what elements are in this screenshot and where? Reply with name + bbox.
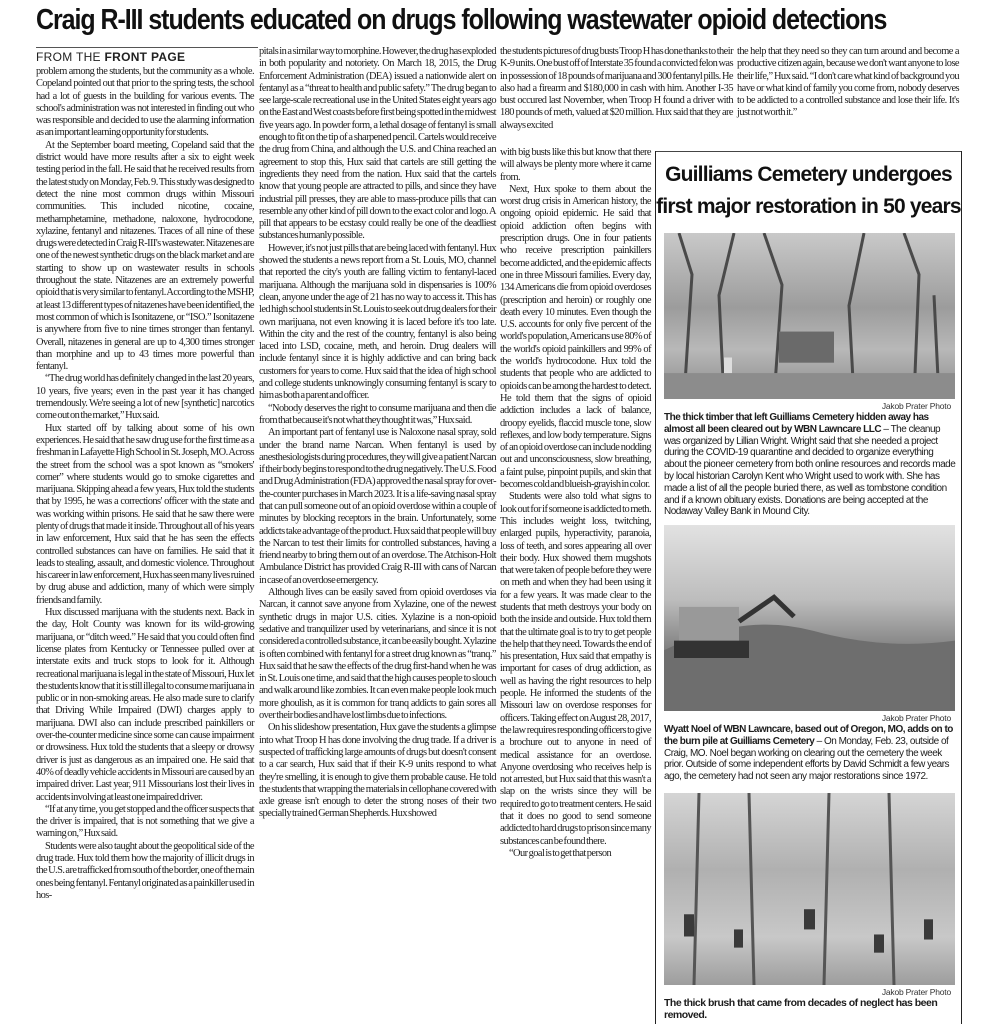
paragraph: On his slideshow presentation, Hux gave the students a glimpse into what Troop H has done involving the drug trade. If a driver is suspected of trafficking large amounts of drugs but doesn't consent to a car search, Hux said that if their K-9 units respond to what they're smelling, it is enough to give them probable cause. He told the students that wrapping the materials in cellophane covered with axle grease isn't enough to deter the strong noses of their two specially trained German Shepherds. Hux showed	[259, 722, 496, 820]
paragraph: pitals in a similar way to morphine. However, the drug has exploded in both popularity and notoriety. On March 18, 2015, the Drug Enforcement Administration (DEA) issued a nationwide alert on fentanyl as a “threat to health and public safety.” The drug began to see large-scale recreational use in the United States eight years ago on the East and West coasts before first being spotted in the midwest five years ago. In powder form, a lethal dosage of fentanyl is small enough to fit on the tip of a sharpened pencil. Cartels would receive the drug from China, and although the U.S. and China reached an agreement to stop this, Hux said that cartels are still getting the ingredients they need from the nation. Hux said that the cartels know that young people are attracted to pills, and since they have industrial pill presses, they are able to mass-produce pills that can resemble any other kind of pill down to the exact color and logo. A pill that appears to be ecstasy could really be one of the deadliest substances humanly possible.	[259, 46, 496, 242]
article-column-4	[737, 46, 959, 120]
caption-bold: Wyatt Noel of WBN Lawncare, based out of Oregon, MO, adds on to the burn pile at Guilliams Cemetery	[664, 724, 953, 747]
paragraph: “If at any time, you get stopped and the officer suspects that the driver is impaired, that is not something that we give a warning on,” Hux said.	[36, 803, 254, 840]
kicker-prefix: FROM THE	[36, 50, 105, 64]
photo-caption	[664, 998, 956, 1022]
cemetery-sidebar	[655, 151, 962, 1024]
paragraph: Although lives can be easily saved from opioid overdoses via Narcan, it cannot save anyone from Xylazine, one of the newest synthetic drugs in major U.S. cities. Xylazine is a non-opioid sedative and tranquilizer used by veterinarians, and since it is not considered a controlled substance, it can be easily bought. Xylazine is often combined with fentanyl for a street drug known as “tranq.” Hux said that he saw the effects of the drug first-hand when he was in St. Louis one time, and said that the high causes people to slouch and walk around like zombies. It can even make people look much more ghoulish, as it is common for tranq addicts to gain sores all over their bodies and have lost limbs due to infections.	[259, 587, 496, 722]
paragraph: However, it's not just pills that are being laced with fentanyl. Hux showed the students a news report from a St. Louis, MO, channel that reported the city's youth are falling victim to fentanyl-laced marijuana. Although the marijuana sold in dispensaries is 100% clean, anyone under the age of 21 has no way to access it. This has led high school students in St. Louis to seek out drug dealers for their own marijuana, not even knowing it is laced before it's too late. Within the city and the rest of the country, fentanyl is also being laced into LSD, cocaine, meth, and heroin. Drug dealers will include fentanyl since it is highly addictive and can bring back customers for years to come. Hux said that the idea of high school and college students unknowingly consuming fentanyl is scary to him as both a parent and officer.	[259, 242, 496, 402]
sidebar-headline-line-2: first major restoration in 50 years	[656, 195, 961, 218]
paragraph: At the September board meeting, Copeland said that the district would have more results after a six to eight week testing period in the fall. He said that he received results from the latest study on Monday, Feb. 9. This study was designed to detect the nine most common drugs within Missouri communities. This included nicotine, cocaine, methamphetamine, methadone, naloxone, hydrocodone, xylazine, fentanyl and nitazenes. Traces of all nine of these drugs were detected in Craig R-III's wastewater. Nitazenes are one of the newest synthetic drugs on the black market and are starting to show up on wastewater results in schools throughout the state. Nitazenes are an extremely powerful opioid that is very similar to fentanyl. According to the MSHP, at least 13 different types of nitazenes have been identified, the most common of which is Isonitazene, or “ISO.” Isonitazene is anywhere from five to nine times stronger than fentanyl. Overall, nitazenes in general are up to 4,300 times stronger than morphine and up to 43 times more powerful than fentanyl.	[36, 139, 254, 373]
paragraph: Hux discussed marijuana with the students next. Back in the day, Holt County was known for its wild-growing marijuana, or “ditch weed.” He said that you could often find license plates from Kentucky or Tennessee pulled over at interstate exits and truck stops to look for it. Although recreational marijuana is legal in the state of Missouri, Hux let the students know that it is still illegal to consume marijuana in public or in non-smoking areas. He also made sure to clarify that Driving While Impaired (DWI) charges apply to marijuana. DWI also can include prescribed painkillers or over-the-counter medicine since some can cause impairment or drowsiness. Hux told the students that a sleepy or drowsy driver is just as dangerous as an impaired one. He said that 40% of deadly vehicle accidents in Missouri are caused by an impaired driver. Last year, 911 Missourians lost their lives in accidents involving at least one impaired driver.	[36, 607, 254, 803]
photo-credit: Jakob Prater Photo	[881, 401, 951, 411]
caption-bold: The thick timber that left Guilliams Cemetery hidden away has almost all been cleared out by WBN Lawncare LLC	[664, 412, 929, 435]
caption-bold: The thick brush that came from decades of neglect has been removed.	[664, 997, 938, 1021]
paragraph: with big busts like this but know that there will always be plenty more where it came from.	[500, 147, 651, 183]
divider	[36, 47, 258, 48]
photo-caption	[664, 412, 956, 518]
paragraph: “Our goal is to get that person	[509, 847, 612, 859]
caption-text: – The cleanup was organized by Lillian Wright. Wright said that she needed a project during the COVID-19 quarantine and decided to organize everything about the pioneer cemetery from both online resources and records made by local historian Carolyn Kent who Wright used to work with. She has made a list of all the people buried there, as well as tombstone condition and if a known obituary exists. Donations are being accepted at the Nodaway Valley Bank in Mound City.	[664, 423, 956, 518]
kicker-bold: FRONT PAGE	[104, 50, 186, 64]
sidebar-headline-line-1: Guilliams Cemetery undergoes	[665, 163, 952, 186]
paragraph: “The drug world has definitely changed in the last 20 years, 10 years, five years; even in the past year it has changed tremendously. We're seeing a lot of new [synthetic] narcotics come out on the market,” Hux said.	[36, 373, 254, 422]
caption-text: – On Monday, Feb. 23, outside of Craig, MO. Noel began working on clearing out the cemetery the week prior. Outside of some independent efforts by David Schmidt a few years ago, the cemetery had not seen any major restorations since 1972.	[664, 735, 950, 783]
paragraph: Students were also told what signs to look out for if someone is addicted to meth. This includes weight loss, twitching, enlarged pupils, hyperactivity, paranoia, loss of teeth, and sores appearing all over their body. Hux showed them mugshots that were taken of people before they were on meth and when they had been using it for a few years. It was made clear to the students that meth destroys your body on both the inside and outside. Hux told them that the ultimate goal is to try to get people the help that they need. Towards the end of his presentation, Hux said that empathy is important for cases of drug addiction, as well as having the right resources to help people. He informed the students of the Missouri law on overdose responses for officers. Taking effect on August 28, 2017, the law requires responding officers to give a brochure out to anyone in need of medical assistance for an overdose. Anyone overdosing who receives help is not arrested, but Hux said that this wasn't a slap on the wrists since they will be required to go to treatment centers. He said that it does no good to send someone addicted to hard drugs to prison since many substances can be found there.	[500, 491, 651, 847]
paragraph: “Nobody deserves the right to consume marijuana and then die from that because it's not what they thought it was,” Hux said.	[259, 402, 496, 426]
article-column-1	[36, 66, 254, 902]
photo-caption	[664, 724, 956, 783]
paragraph: problem among the students, but the community as a whole. Copeland pointed out that prior to the spring tests, the school had a lot of guests in the building for various events. The school's administration was not interested in finding out who was responsible and decided to use the alarming information as an important learning opportunity for students.	[36, 66, 254, 139]
tombstones-photo	[664, 793, 955, 985]
paragraph: the students pictures of drug busts Troop H has done thanks to their K-9 units. One bust off of Interstate 35 found a convicted felon was in possession of 18 pounds of marijuana and 300 fentanyl pills. He also had a firearm and $180,000 in cash with him. Another I-35 bust occured last November, when Troop H found a driver with 180 pounds of meth, valued at $20 million. Hux said that they are always excited	[500, 46, 733, 131]
photo-credit: Jakob Prater Photo	[881, 713, 951, 723]
article-column-2	[259, 46, 496, 821]
article-column-3-top	[500, 46, 733, 132]
headline: Craig R-III students educated on drugs following wastewater opioid detections	[36, 4, 887, 36]
photo-credit: Jakob Prater Photo	[881, 987, 951, 997]
paragraph: Hux started off by talking about some of his own experiences. He said that he saw drug use for the first time as a freshman in Lafayette High School in St. Joseph, MO. Across the street from the school was a spot known as “smokers' corner” where students would go to smoke cigarettes and marijuana. Skipping ahead a few years, Hux told the students that by 1995, he was a corrections' officer with the state and was working within prisons. He said that he saw there were plenty of drugs that made it inside. Throughout all of his years in law enforcement, Hux said that he has seen the effects controlled substances can have on families. He said that it leads to stealing, assault, and domestic violence. Throughout his career in law enforcement, Hux has seen many lives ruined by drug abuse and addiction, many of which were simply friends and family.	[36, 422, 254, 606]
skid-steer-photo	[664, 525, 955, 711]
paragraph: Students were also taught about the geopolitical side of the drug trade. Hux told them how the majority of illicit drugs in the U.S. are trafficked from south of the border, one of the main ones being fentanyl. Fentanyl originated as a painkiller used in hos-	[36, 840, 254, 901]
sidebar-headline	[656, 159, 961, 223]
paragraph: Next, Hux spoke to them about the worst drug crisis in American history, the ongoing opioid epidemic. He said that opioid addiction often begins with prescription drugs. One in four patients who receive prescription painkillers become addicted, and the epidemic affects one in three Missouri families. Every day, 134 Americans die from opioid overdoses (prescription and heroin) or roughly one death every 10 minutes. Even though the U.S. accounts for only five percent of the world's population, Americans use 80% of the world's opioid painkillers and 99% of the world's hydrocodone. Hux told the students that people who are addicted to opioids can be among the hardest to detect. He told them that the signs of opioid addiction includes a lack of balance, droopy eyelids, flaccid muscle tone, slow reflexes, and low body temperature. Signs of an opioid overdose can include nodding out and unconsciousness, slow breathing, a faint pulse, pinpoint pupils, and skin that becomes cold and blueish-grayish in color.	[500, 183, 651, 491]
paragraph: An important part of fentanyl use is Naloxone nasal spray, sold under the brand name Narcan. When fentanyl is used by anesthesiologists during procedures, they will give a patient Narcan if their body begins to respond to the drug negatively. The U.S. Food and Drug Administration (FDA) approved the nasal spray for over-the-counter purchases in March 2023. It is a life-saving nasal spray that can pull someone out of an opioid overdose within a couple of minutes by blocking receptors in the brain. Unfortunately, some addicts take advantage of the product. Hux said that people will buy the Narcan to test their limits for controlled substances, having a friend nearby to bring them out of an overdose. The Atchison-Holt Ambulance District has provided Craig R-III with cans of Narcan in case of an overdose emergency.	[259, 427, 496, 586]
section-kicker	[36, 50, 185, 64]
paragraph: the help that they need so they can turn around and become a productive citizen again, because we don't want anyone to lose their life,” Hux said. “I don't care what kind of background you have or what kind of family you come from, nobody deserves to be addicted to a controlled substance and lose their life. It's just not worth it.”	[737, 46, 959, 119]
article-column-3-narrow	[500, 147, 651, 860]
cemetery-trees-photo	[664, 233, 955, 399]
